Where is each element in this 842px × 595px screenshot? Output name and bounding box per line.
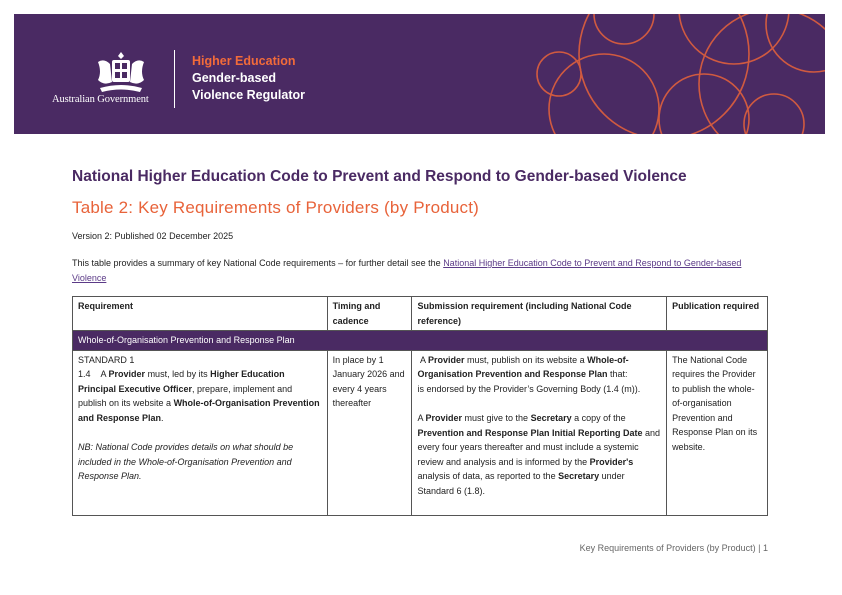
sub2-text-1: A [417, 413, 426, 423]
regulator-name-line3: Violence Regulator [192, 88, 305, 102]
version-info: Version 2: Published 02 December 2025 [72, 231, 234, 241]
sub2-bold-2: Secretary [530, 413, 572, 423]
intro-paragraph [72, 256, 772, 286]
timing-cell: In place by 1 January 2026 and every 4 years thereafter [327, 350, 412, 515]
req-bold-1: Provider [108, 369, 146, 379]
sub1-text-4: is endorsed by the Provider’s Governing Body (1.4 (m)). [417, 383, 641, 394]
clause-number: 1.4 [78, 369, 91, 379]
sub2-bold-4: Provider's [589, 456, 634, 467]
coat-of-arms-icon [90, 48, 152, 100]
req-bold-2: Higher Education Principal Executive Officer [78, 369, 285, 394]
requirement-note: NB: National Code provides details on what should be included in the Whole-of-Organisation Prevention and Response Plan. [78, 442, 294, 481]
req-text-1: A [100, 369, 109, 379]
regulator-name-line1: Higher Education [192, 54, 296, 68]
req-text-3: , prepare, implement and publish on its website a [78, 383, 293, 408]
banner-divider [174, 50, 175, 108]
requirement-text [78, 367, 322, 425]
national-code-link[interactable]: National Higher Education Code to Prevent and Respond to Gender-based Violence [72, 258, 742, 283]
sub2-bold-3: Prevention and Response Plan Initial Reporting Date [417, 427, 643, 438]
table-header-row [73, 297, 768, 331]
sub1-bold-2: Whole-of-Organisation Prevention and Response Plan [417, 354, 629, 379]
sub1-text-3: that: [607, 369, 628, 379]
sub2-text-2: must give to the [462, 413, 531, 423]
document-subtitle: Table 2: Key Requirements of Providers (by Product) [72, 198, 480, 217]
req-text-2: must, led by its [145, 369, 211, 379]
intro-text: This table provides a summary of key National Code requirements – for further detail see the [72, 258, 444, 268]
header-publication: Publication required [667, 297, 768, 331]
standard-label: STANDARD 1 [78, 354, 135, 365]
submission-cell [412, 350, 667, 515]
header-submission: Submission requirement (including National Code reference) [412, 297, 667, 331]
publication-cell: The National Code requires the Provider to publish the whole-of-organisation Prevention and Response Plan on its website. [667, 350, 768, 515]
sub1-bold-1: Provider [428, 354, 465, 365]
sub2-bold-5: Secretary [558, 471, 600, 481]
sub2-text-4: and every four years thereafter and must include a systemic review and analysis and is informed by the [417, 427, 661, 467]
submission-para-2 [417, 411, 661, 498]
sub2-text-3: a copy of the [571, 413, 626, 423]
table-row [73, 350, 768, 515]
regulator-name-line2: Gender-based [192, 71, 277, 85]
sub1-text-1: A [420, 354, 429, 365]
document-title: National Higher Education Code to Prevent and Respond to Gender-based Violence [72, 168, 687, 185]
header-requirement: Requirement [73, 297, 328, 331]
req-text-4: . [161, 412, 164, 423]
header-banner [14, 14, 825, 134]
section-row [73, 331, 768, 351]
header-timing: Timing and cadence [327, 297, 412, 331]
page-footer: Key Requirements of Providers (by Product) | 1 [579, 543, 768, 553]
submission-para-1 [417, 353, 661, 397]
section-title: Whole-of-Organisation Prevention and Response Plan [73, 331, 768, 351]
sub2-bold-1: Provider [425, 413, 463, 423]
requirements-table [72, 296, 768, 516]
sub2-text-5: analysis of data, as reported to the [417, 471, 559, 481]
req-bold-3: Whole-of-Organisation Prevention and Response Plan [78, 398, 320, 423]
sub1-text-2: must, publish on its website a [464, 354, 588, 365]
requirement-cell [73, 350, 328, 515]
sub2-text-6: under Standard 6 (1.8). [417, 471, 625, 496]
government-label: Australian Government [52, 94, 149, 105]
